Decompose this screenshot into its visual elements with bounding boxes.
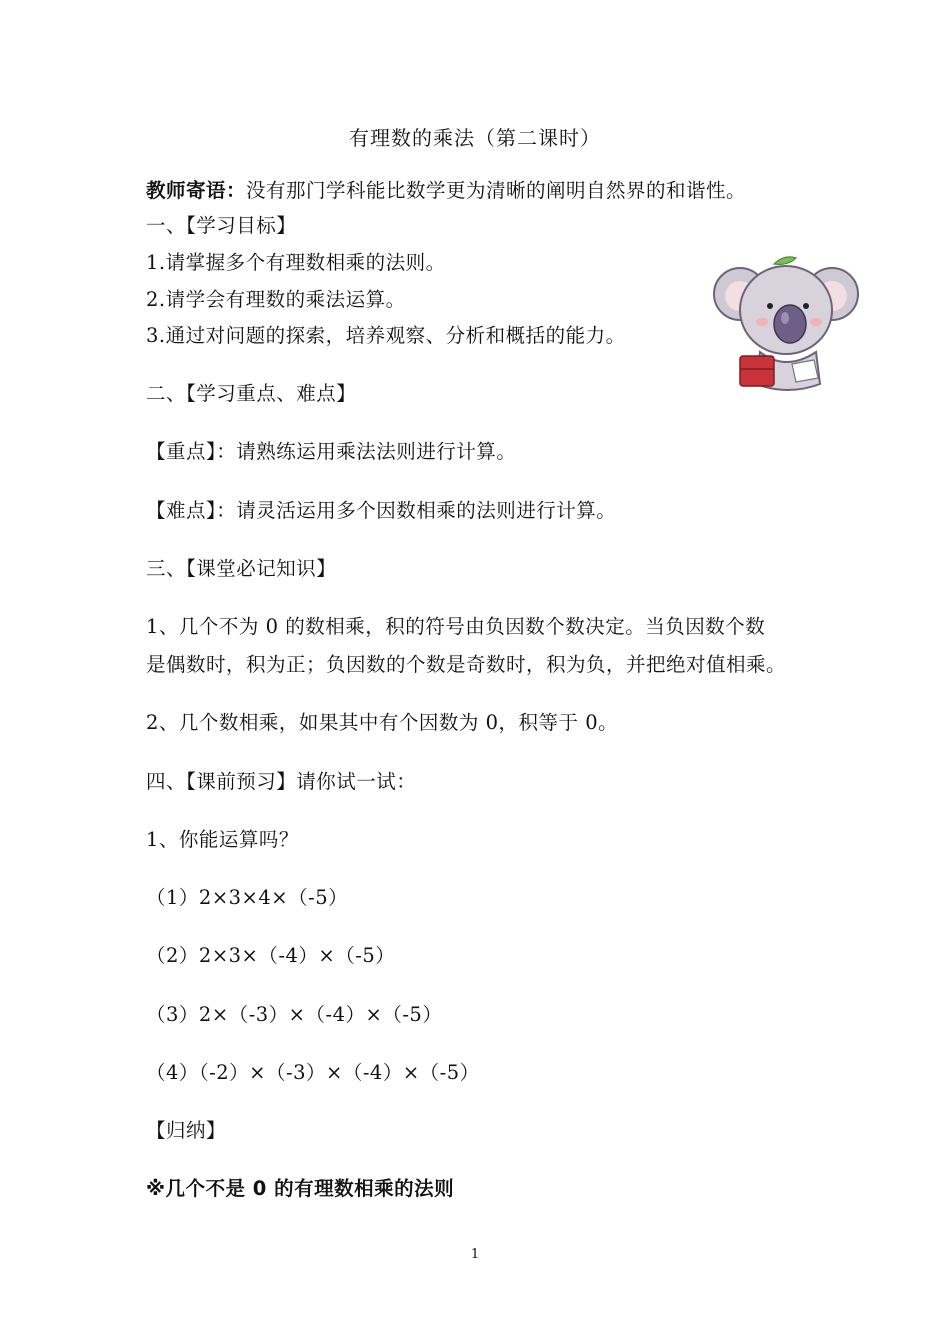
exercise-3: （3）2×（-3）×（-4）×（-5） [146,1003,443,1026]
motto-label: 教师寄语： [146,179,247,202]
document-title: 有理数的乘法（第二课时） [349,126,601,150]
knowledge-1-line-2: 是偶数时，积为正；负因数的个数是奇数时，积为负，并把绝对值相乘。 [146,653,787,676]
koala-illustration [712,248,862,398]
summary-rule: ※几个不是 0 的有理数相乘的法则 [146,1177,455,1200]
exercise-1: （1）2×3×4×（-5） [146,886,349,909]
knowledge-2: 2、几个数相乘，如果其中有个因数为 0，积等于 0。 [146,711,619,734]
section-1-heading: 一、【学习目标】 [146,214,297,237]
section-2-heading: 二、【学习重点、难点】 [146,382,357,405]
key-point: 【重点】：请熟练运用乘法法则进行计算。 [146,440,517,463]
motto-text: 没有那门学科能比数学更为清晰的阐明自然界的和谐性。 [246,179,747,202]
objective-item-2: 2.请学会有理数的乘法运算。 [146,288,406,311]
page-number: 1 [470,1247,480,1262]
summary-heading: 【归纳】 [146,1119,227,1142]
section-3-heading: 三、【课堂必记知识】 [146,557,337,580]
objective-item-1: 1.请掌握多个有理数相乘的法则。 [146,251,446,274]
exercise-4: （4）（-2）×（-3）×（-4）×（-5） [146,1061,480,1084]
exercise-2: （2）2×3×（-4）×（-5） [146,944,396,967]
section-4-heading: 四、【课前预习】请你试一试： [146,770,417,793]
difficult-point: 【难点】：请灵活运用多个因数相乘的法则进行计算。 [146,499,617,522]
objective-item-3: 3.通过对问题的探索，培养观察、分析和概括的能力。 [146,324,626,347]
preview-question: 1、你能运算吗？ [146,828,299,851]
knowledge-1-line-1: 1、几个不为 0 的数相乘，积的符号由负因数个数决定。当负因数个数 [146,615,766,638]
teacher-motto [146,175,746,203]
